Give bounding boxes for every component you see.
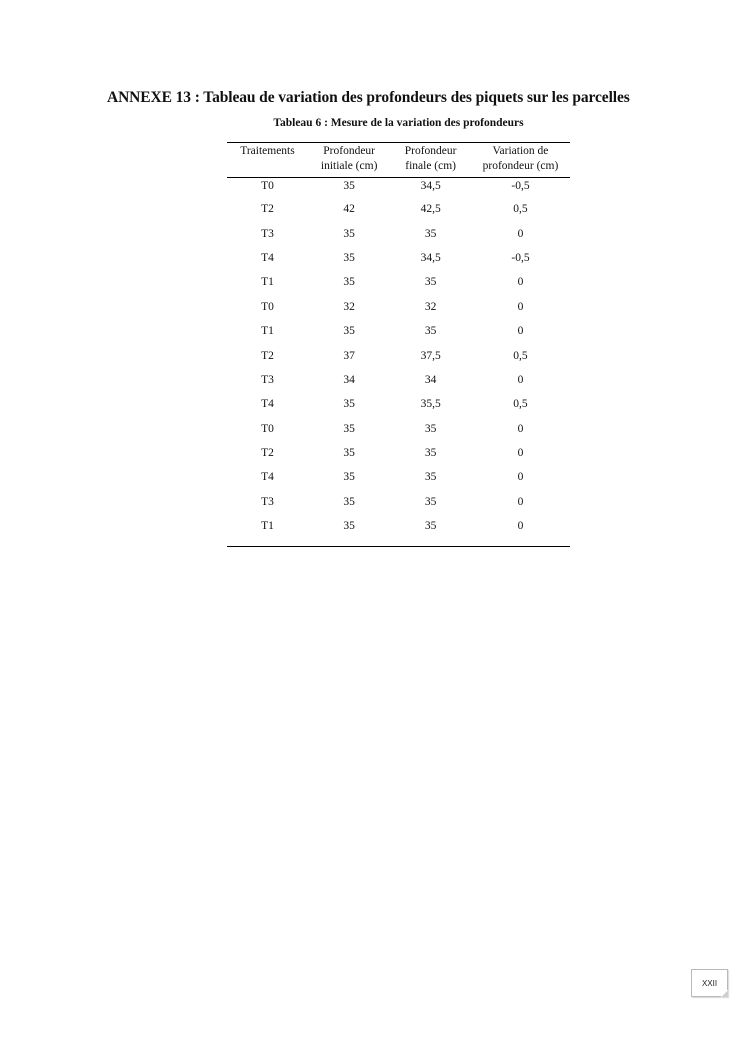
cell-traitement: T0 <box>261 180 274 192</box>
cell-profondeur-finale: 34 <box>424 373 437 386</box>
cell-traitement: T0 <box>261 422 274 435</box>
cell-profondeur-finale: 35 <box>424 422 437 435</box>
header-profondeur-finale <box>390 143 471 178</box>
table-row <box>227 270 570 294</box>
table-row <box>227 417 570 441</box>
cell-variation: 0 <box>517 227 524 240</box>
header-line-1: Profondeur <box>323 145 376 157</box>
cell-variation: 0 <box>517 495 524 508</box>
cell-traitement: T2 <box>261 349 274 362</box>
table-row <box>227 490 570 514</box>
cell-traitement: T3 <box>261 495 274 508</box>
cell-variation: -0,5 <box>511 180 530 192</box>
cell-profondeur-initiale: 35 <box>343 251 355 264</box>
cell-profondeur-finale: 32 <box>424 300 437 313</box>
page-number-tag <box>691 969 728 997</box>
cell-profondeur-initiale: 35 <box>343 495 355 508</box>
cell-profondeur-initiale: 35 <box>343 471 355 484</box>
header-line-1: Profondeur <box>404 145 457 157</box>
table-row <box>227 343 570 367</box>
cell-variation: 0,5 <box>513 349 528 362</box>
header-line-1: Variation de <box>492 145 549 157</box>
annex-heading: ANNEXE 13 : Tableau de variation des profondeurs des piquets sur les parcelles <box>107 89 630 106</box>
table-row <box>227 178 570 198</box>
cell-traitement: T2 <box>261 203 274 216</box>
cell-variation: 0,5 <box>513 398 528 411</box>
cell-traitement: T3 <box>261 373 274 386</box>
cell-profondeur-finale: 35 <box>424 447 437 460</box>
cell-profondeur-finale: 35,5 <box>420 398 441 411</box>
table-row <box>227 197 570 221</box>
header-profondeur-initiale <box>308 143 390 178</box>
cell-profondeur-initiale: 35 <box>343 447 355 460</box>
cell-variation: 0 <box>517 447 524 460</box>
cell-variation: 0 <box>517 300 524 313</box>
cell-profondeur-finale: 34,5 <box>420 180 441 192</box>
cell-profondeur-initiale: 35 <box>343 422 355 435</box>
header-line-2: finale (cm) <box>405 160 457 172</box>
cell-traitement: T1 <box>261 325 274 338</box>
cell-profondeur-initiale: 42 <box>343 203 355 216</box>
cell-traitement: T2 <box>261 447 274 460</box>
cell-variation: -0,5 <box>511 251 530 264</box>
cell-variation: 0 <box>471 514 570 547</box>
cell-profondeur-initiale: 35 <box>308 514 390 547</box>
table-row <box>227 295 570 319</box>
table-row <box>227 246 570 270</box>
depth-variation-table <box>227 142 570 547</box>
cell-traitement: T4 <box>261 471 274 484</box>
table-row <box>227 319 570 343</box>
cell-traitement: T1 <box>227 514 308 547</box>
cell-variation: 0 <box>517 422 524 435</box>
header-traitements <box>227 143 308 178</box>
table-row <box>227 368 570 392</box>
cell-traitement: T3 <box>261 227 274 240</box>
table-row <box>227 465 570 489</box>
header-traitements-label: Traitements <box>240 145 295 157</box>
cell-traitement: T4 <box>261 251 274 264</box>
cell-profondeur-finale: 35 <box>424 276 437 289</box>
cell-profondeur-initiale: 32 <box>343 300 355 313</box>
cell-profondeur-initiale: 34 <box>343 373 355 386</box>
table-body <box>227 178 570 547</box>
cell-profondeur-finale: 34,5 <box>420 251 441 264</box>
table-row <box>227 441 570 465</box>
cell-profondeur-initiale: 35 <box>343 227 355 240</box>
table-row <box>227 514 570 547</box>
cell-profondeur-finale: 35 <box>424 325 437 338</box>
table-row <box>227 392 570 416</box>
cell-traitement: T4 <box>261 398 274 411</box>
table-row <box>227 221 570 245</box>
cell-profondeur-finale: 42,5 <box>420 203 441 216</box>
cell-profondeur-initiale: 35 <box>343 276 355 289</box>
cell-variation: 0 <box>517 325 524 338</box>
table-caption: Tableau 6 : Mesure de la variation des profondeurs <box>273 117 524 129</box>
cell-profondeur-initiale: 35 <box>343 398 355 411</box>
cell-profondeur-finale: 35 <box>390 514 471 547</box>
header-line-2: initiale (cm) <box>320 160 378 172</box>
table-header <box>227 143 570 178</box>
cell-variation: 0 <box>517 471 524 484</box>
cell-profondeur-initiale: 35 <box>343 325 355 338</box>
cell-profondeur-finale: 35 <box>424 471 437 484</box>
cell-profondeur-finale: 35 <box>424 227 437 240</box>
cell-profondeur-initiale: 35 <box>343 180 355 192</box>
cell-profondeur-finale: 37,5 <box>420 349 441 362</box>
cell-traitement: T1 <box>261 276 274 289</box>
cell-variation: 0 <box>517 276 524 289</box>
page-number: XXII <box>701 978 718 988</box>
cell-profondeur-initiale: 37 <box>343 349 355 362</box>
cell-traitement: T0 <box>261 300 274 313</box>
cell-profondeur-finale: 35 <box>424 495 437 508</box>
cell-variation: 0 <box>517 373 524 386</box>
cell-variation: 0,5 <box>513 203 528 216</box>
header-variation-profondeur <box>471 143 570 178</box>
header-line-2: profondeur (cm) <box>482 160 559 172</box>
